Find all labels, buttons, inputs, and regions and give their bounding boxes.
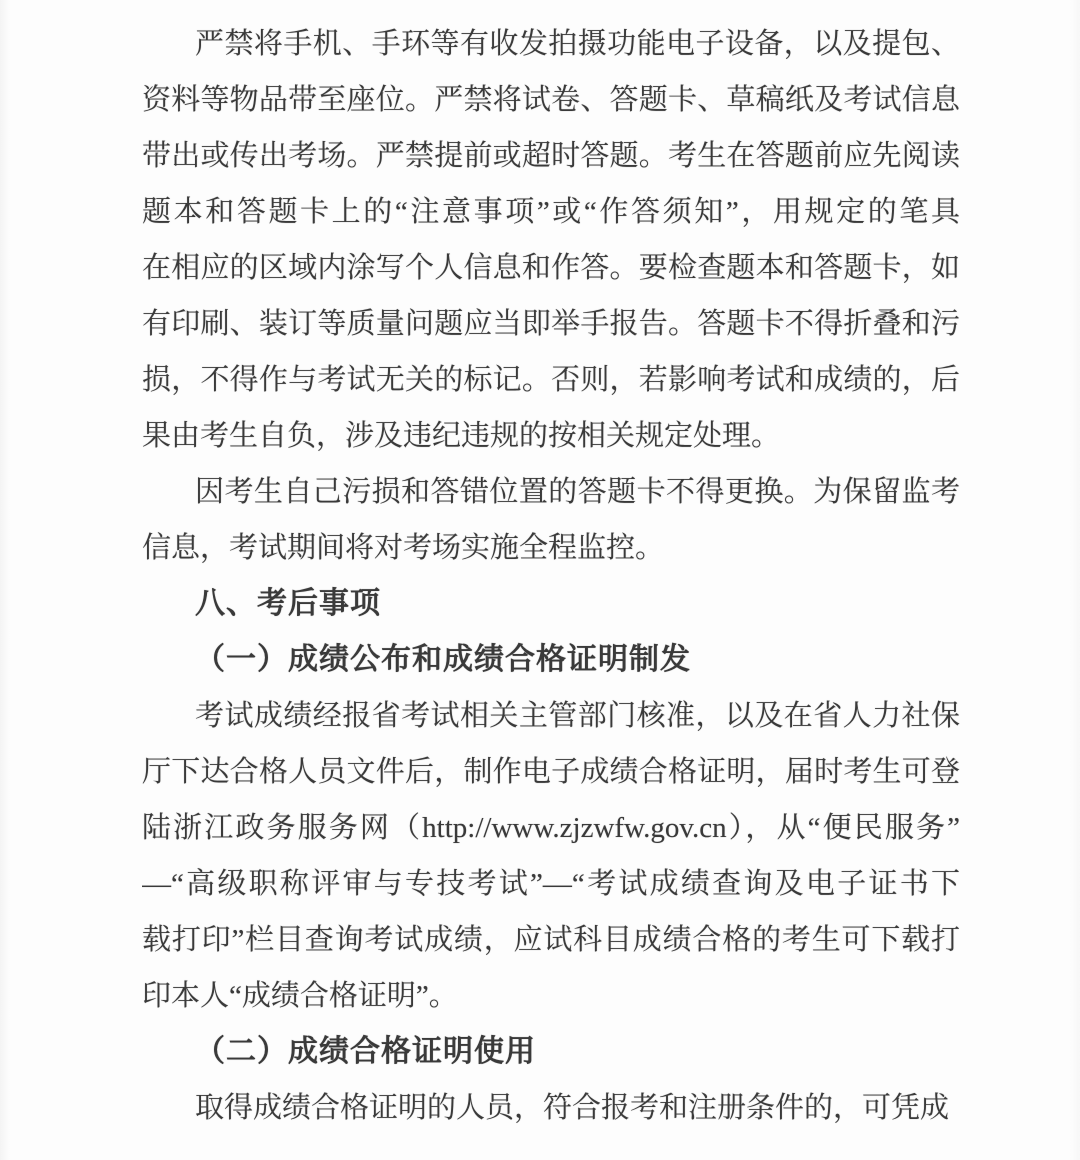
text-line: 印本人“成绩合格证明”。 — [142, 980, 458, 1012]
text-line: 厅下达合格人员文件后，制作电子成绩合格证明，届时考生可登 — [142, 756, 960, 788]
text-line: 取得成绩合格证明的人员，符合报考和注册条件的，可凭成 — [195, 1092, 950, 1124]
subsection-heading: （二）成绩合格证明使用 — [195, 1035, 536, 1068]
text-line: 陆浙江政务服务网（http://www.zjzwfw.gov.cn），从“便民服务” — [142, 812, 960, 844]
text-line: 因考生自己污损和答错位置的答题卡不得更换。为保留监考 — [195, 476, 960, 508]
text-line: 损，不得作与考试无关的标记。否则，若影响考试和成绩的，后 — [142, 364, 960, 396]
text-line: 题本和答题卡上的“注意事项”或“作答须知”，用规定的笔具 — [142, 196, 960, 228]
text-line: 带出或传出考场。严禁提前或超时答题。考生在答题前应先阅读 — [142, 140, 960, 172]
text-line: 严禁将手机、手环等有收发拍摄功能电子设备，以及提包、 — [195, 28, 960, 60]
section-heading: 八、考后事项 — [195, 587, 381, 620]
text-line: 信息，考试期间将对考场实施全程监控。 — [142, 532, 665, 564]
text-line: 有印刷、装订等质量问题应当即举手报告。答题卡不得折叠和污 — [142, 308, 960, 340]
text-line: 在相应的区域内涂写个人信息和作答。要检查题本和答题卡，如 — [142, 252, 960, 284]
text-line: —“高级职称评审与专技考试”—“考试成绩查询及电子证书下 — [142, 868, 960, 900]
text-line: 果由考生自负，涉及违纪违规的按相关规定处理。 — [142, 420, 781, 452]
text-line: 考试成绩经报省考试相关主管部门核准，以及在省人力社保 — [195, 700, 960, 732]
text-line: 资料等物品带至座位。严禁将试卷、答题卡、草稿纸及考试信息 — [142, 84, 960, 116]
text-line: 载打印”栏目查询考试成绩，应试科目成绩合格的考生可下载打 — [142, 924, 960, 956]
subsection-heading: （一）成绩公布和成绩合格证明制发 — [195, 643, 691, 676]
